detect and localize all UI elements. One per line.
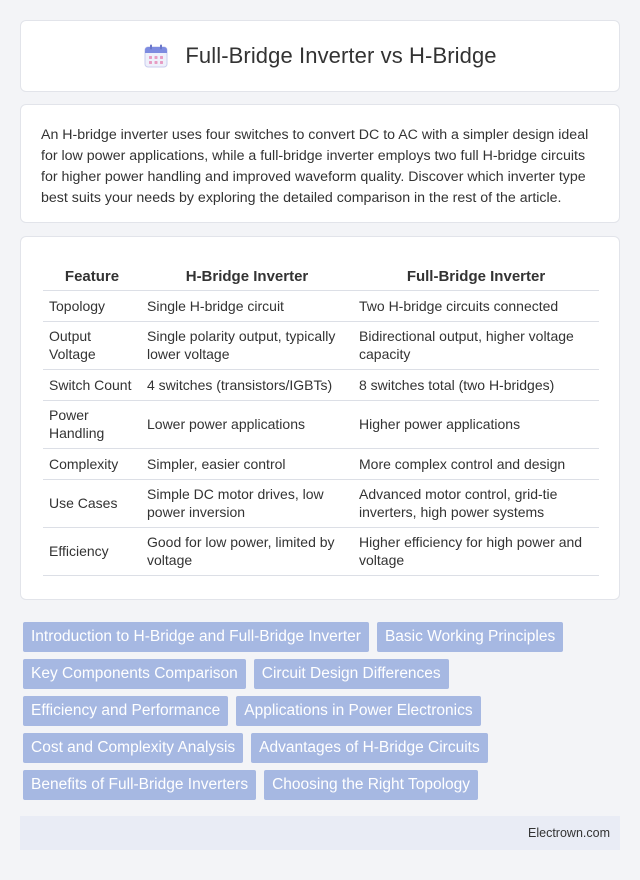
column-header-feature: Feature [43, 263, 141, 290]
topic-link-benefits[interactable]: Benefits of Full-Bridge Inverters [23, 770, 256, 800]
table-cell: Bidirectional output, higher voltage capacity [353, 321, 599, 369]
topic-link-efficiency[interactable]: Efficiency and Performance [23, 696, 228, 726]
table-cell: Single polarity output, typically lower voltage [141, 321, 353, 369]
table-cell: Simple DC motor drives, low power inversion [141, 479, 353, 527]
page-title: Full-Bridge Inverter vs H-Bridge [185, 43, 497, 68]
table-cell: Use Cases [43, 479, 141, 527]
table-cell: 4 switches (transistors/IGBTs) [141, 369, 353, 400]
table-cell: Topology [43, 290, 141, 321]
related-topics [20, 622, 620, 807]
tag-row [20, 770, 620, 800]
title-wrap [143, 43, 496, 69]
table-row [43, 479, 599, 527]
table-row [43, 448, 599, 479]
table-cell: Higher efficiency for high power and voltage [353, 527, 599, 575]
tag-row [20, 696, 620, 726]
column-header-full-bridge: Full-Bridge Inverter [353, 263, 599, 290]
table-cell: Efficiency [43, 527, 141, 575]
table-cell: Simpler, easier control [141, 448, 353, 479]
topic-link-components[interactable]: Key Components Comparison [23, 659, 246, 689]
table-cell: Good for low power, limited by voltage [141, 527, 353, 575]
table-cell: Lower power applications [141, 400, 353, 448]
topic-link-working-principles[interactable]: Basic Working Principles [377, 622, 563, 652]
intro-card [20, 104, 620, 223]
tag-row [20, 733, 620, 763]
table-row [43, 369, 599, 400]
table-cell: Power Handling [43, 400, 141, 448]
table-cell: Output Voltage [43, 321, 141, 369]
column-header-h-bridge: H-Bridge Inverter [141, 263, 353, 290]
calendar-icon [143, 43, 169, 69]
table-row [43, 290, 599, 321]
intro-paragraph: An H-bridge inverter uses four switches to convert DC to AC with a simpler design ideal for low power applications, while a full-bridge inverter employs two full H-bridge circuits for higher power handling and improved waveform quality. Discover which inverter type best suits your needs by exploring the detailed comparison in the rest of the article. [41, 127, 589, 206]
table-cell: Switch Count [43, 369, 141, 400]
tag-row [20, 622, 620, 652]
table-row [43, 321, 599, 369]
topic-link-cost[interactable]: Cost and Complexity Analysis [23, 733, 243, 763]
table-cell: Single H-bridge circuit [141, 290, 353, 321]
table-row [43, 400, 599, 448]
topic-link-intro[interactable]: Introduction to H-Bridge and Full-Bridge Inverter [23, 622, 369, 652]
table-cell: Advanced motor control, grid-tie inverters, high power systems [353, 479, 599, 527]
comparison-table-card [20, 236, 620, 600]
tag-row [20, 659, 620, 689]
table-cell: Higher power applications [353, 400, 599, 448]
table-row [43, 527, 599, 575]
topic-link-circuit-design[interactable]: Circuit Design Differences [254, 659, 449, 689]
footer-brand[interactable]: Electrown.com [528, 826, 610, 840]
topic-link-advantages[interactable]: Advantages of H-Bridge Circuits [251, 733, 488, 763]
topic-link-choosing[interactable]: Choosing the Right Topology [264, 770, 478, 800]
table-cell: More complex control and design [353, 448, 599, 479]
table-cell: 8 switches total (two H-bridges) [353, 369, 599, 400]
footer [20, 816, 620, 850]
header-card [20, 20, 620, 92]
comparison-table [43, 263, 599, 576]
table-header-row [43, 263, 599, 290]
topic-link-applications[interactable]: Applications in Power Electronics [236, 696, 480, 726]
table-cell: Two H-bridge circuits connected [353, 290, 599, 321]
table-cell: Complexity [43, 448, 141, 479]
